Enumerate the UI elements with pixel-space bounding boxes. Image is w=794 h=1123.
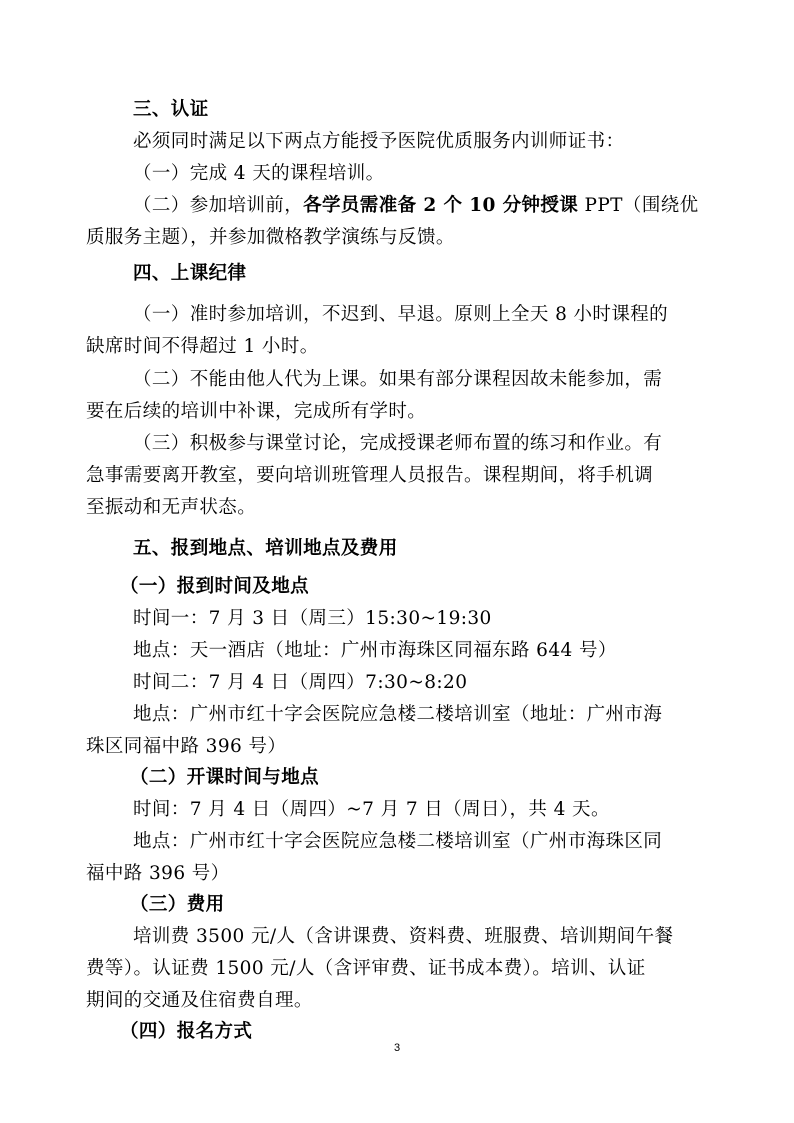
section-4-paragraph-3-continued: 至振动和无声状态。 — [86, 497, 257, 518]
course-place-continued: 福中路 396 号） — [86, 863, 230, 884]
course-time: 时间：7 月 4 日（周四）~7 月 7 日（周日），共 4 天。 — [133, 799, 610, 820]
section-3-item-2-bold: 各学员需准备 2 个 10 分钟授课 — [303, 195, 579, 216]
section-4-paragraph-3-continued: 急事需要离开教室，要向培训班管理人员报告。课程期间，将手机调 — [86, 465, 654, 486]
section-5-heading: 五、报到地点、培训地点及费用 — [133, 538, 398, 559]
course-place: 地点：广州市红十字会医院应急楼二楼培训室（广州市海珠区同 — [133, 831, 663, 852]
section-4-paragraph-1: （一）准时参加培训，不迟到、早退。原则上全天 8 小时课程的 — [133, 304, 669, 325]
section-5-sub-3-heading: （三）费用 — [130, 894, 225, 915]
section-3-item-2 — [133, 194, 699, 218]
fees-line-2: 费等）。认证费 1500 元/人（含评审费、证书成本费）。培训、认证 — [86, 958, 646, 979]
fees-line-3: 期间的交通及住宿费自理。 — [86, 990, 313, 1011]
section-5-sub-2-heading: （二）开课时间与地点 — [130, 767, 320, 788]
section-4-paragraph-2: （二）不能由他人代为上课。如果有部分课程因故未能参加，需 — [133, 369, 663, 390]
section-3-item-2-post: PPT（围绕优 — [578, 195, 699, 216]
section-4-paragraph-1-continued: 缺席时间不得超过 1 小时。 — [86, 336, 319, 357]
section-3-heading: 三、认证 — [133, 99, 209, 120]
section-3-item-2-pre: （二）参加培训前， — [133, 195, 304, 216]
section-3-intro: 必须同时满足以下两点方能授予医院优质服务内训师证书： — [133, 131, 625, 152]
section-4-heading: 四、上课纪律 — [133, 263, 247, 284]
page-number: 3 — [393, 1042, 401, 1054]
section-3-item-2-continued: 质服务主题），并参加微格教学演练与反馈。 — [86, 227, 455, 248]
section-4-paragraph-3: （三）积极参与课堂讨论，完成授课老师布置的练习和作业。有 — [133, 433, 663, 454]
check-in-time-2: 时间二：7 月 4 日（周四）7:30~8:20 — [133, 672, 468, 693]
section-5-sub-4-heading: （四）报名方式 — [120, 1021, 253, 1042]
fees-line-1: 培训费 3500 元/人（含讲课费、资料费、班服费、培训期间午餐 — [133, 926, 674, 947]
section-5-sub-1-heading: （一）报到时间及地点 — [120, 576, 310, 597]
section-3-item-1: （一）完成 4 天的课程培训。 — [133, 163, 385, 184]
section-4-paragraph-2-continued: 要在后续的培训中补课，完成所有学时。 — [86, 401, 427, 422]
check-in-place-1: 地点：天一酒店（地址：广州市海珠区同福东路 644 号） — [133, 640, 617, 661]
check-in-place-2-continued: 珠区同福中路 396 号） — [86, 736, 287, 757]
check-in-time-1: 时间一：7 月 3 日（周三）15:30~19:30 — [133, 608, 492, 629]
check-in-place-2: 地点：广州市红十字会医院应急楼二楼培训室（地址：广州市海 — [133, 704, 663, 725]
